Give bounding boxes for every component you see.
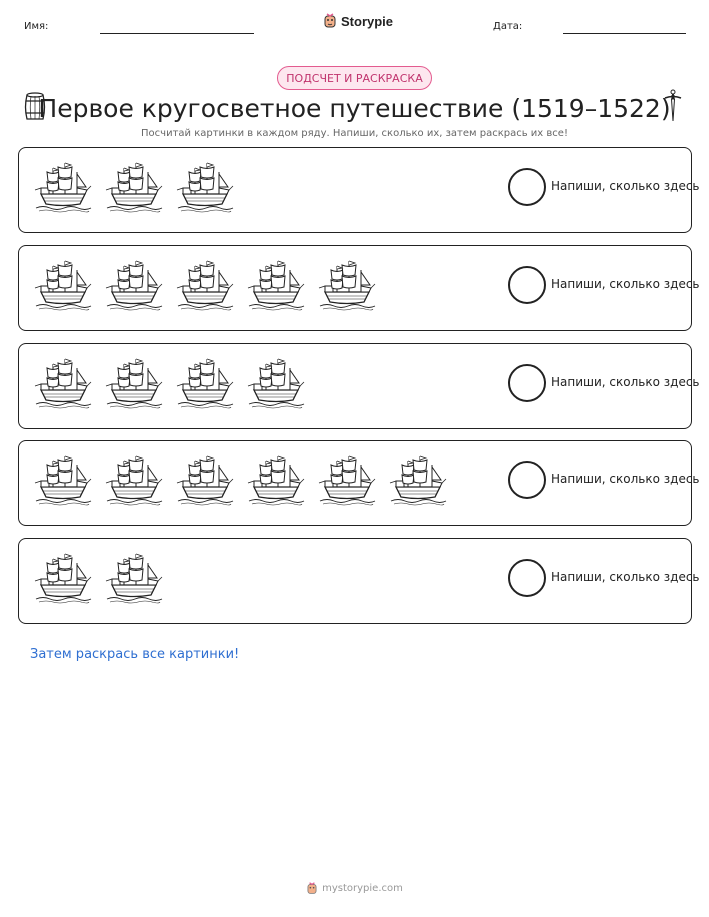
- page-title: Первое кругосветное путешествие (1519–1522): [38, 94, 671, 123]
- ship-icon[interactable]: [246, 451, 306, 509]
- ship-icon[interactable]: [33, 354, 93, 412]
- ship-icon[interactable]: [246, 354, 306, 412]
- storypie-logo-icon: [323, 13, 337, 29]
- coloring-instruction: Затем раскрась все картинки!: [30, 647, 240, 662]
- ship-icon[interactable]: [175, 354, 235, 412]
- ship-icon[interactable]: [175, 256, 235, 314]
- date-label: Дата:: [493, 21, 523, 32]
- ship-icon[interactable]: [104, 354, 164, 412]
- counting-row-2: [18, 245, 700, 331]
- answer-circle[interactable]: [508, 559, 546, 597]
- ship-icon[interactable]: [175, 451, 235, 509]
- ship-icon[interactable]: [33, 256, 93, 314]
- name-label: Имя:: [24, 21, 49, 32]
- category-badge: ПОДСЧЕТ И РАСКРАСКА: [277, 66, 432, 90]
- ship-icon[interactable]: [33, 451, 93, 509]
- ship-icon[interactable]: [33, 549, 93, 607]
- ship-icon[interactable]: [317, 256, 377, 314]
- ship-icon[interactable]: [104, 158, 164, 216]
- counting-row-3: [18, 343, 700, 429]
- answer-hint: Напиши, сколько здесь: [551, 277, 700, 291]
- answer-circle[interactable]: [508, 266, 546, 304]
- counting-row-4: [18, 440, 700, 526]
- answer-hint: Напиши, сколько здесь: [551, 570, 700, 584]
- ship-icon[interactable]: [104, 256, 164, 314]
- footer: [0, 882, 709, 895]
- ship-icon[interactable]: [246, 256, 306, 314]
- storypie-logo-icon: [306, 882, 318, 895]
- answer-circle[interactable]: [508, 364, 546, 402]
- ship-icon[interactable]: [104, 451, 164, 509]
- date-line[interactable]: [563, 33, 686, 34]
- counting-row-1: [18, 147, 700, 233]
- footer-site[interactable]: mystorypie.com: [322, 883, 403, 894]
- counting-row-5: [18, 538, 700, 624]
- answer-circle[interactable]: [508, 168, 546, 206]
- ship-icon[interactable]: [317, 451, 377, 509]
- brand-logo: [323, 13, 393, 29]
- brand-name: Storypie: [341, 13, 394, 29]
- answer-hint: Напиши, сколько здесь: [551, 179, 700, 193]
- answer-circle[interactable]: [508, 461, 546, 499]
- answer-hint: Напиши, сколько здесь: [551, 472, 700, 486]
- ship-icon[interactable]: [104, 549, 164, 607]
- ship-icon[interactable]: [175, 158, 235, 216]
- ship-icon[interactable]: [388, 451, 448, 509]
- instructions: Посчитай картинки в каждом ряду. Напиши, сколько их, затем раскрась их все!: [141, 128, 568, 139]
- ship-icon[interactable]: [33, 158, 93, 216]
- answer-hint: Напиши, сколько здесь: [551, 375, 700, 389]
- name-line[interactable]: [100, 33, 254, 34]
